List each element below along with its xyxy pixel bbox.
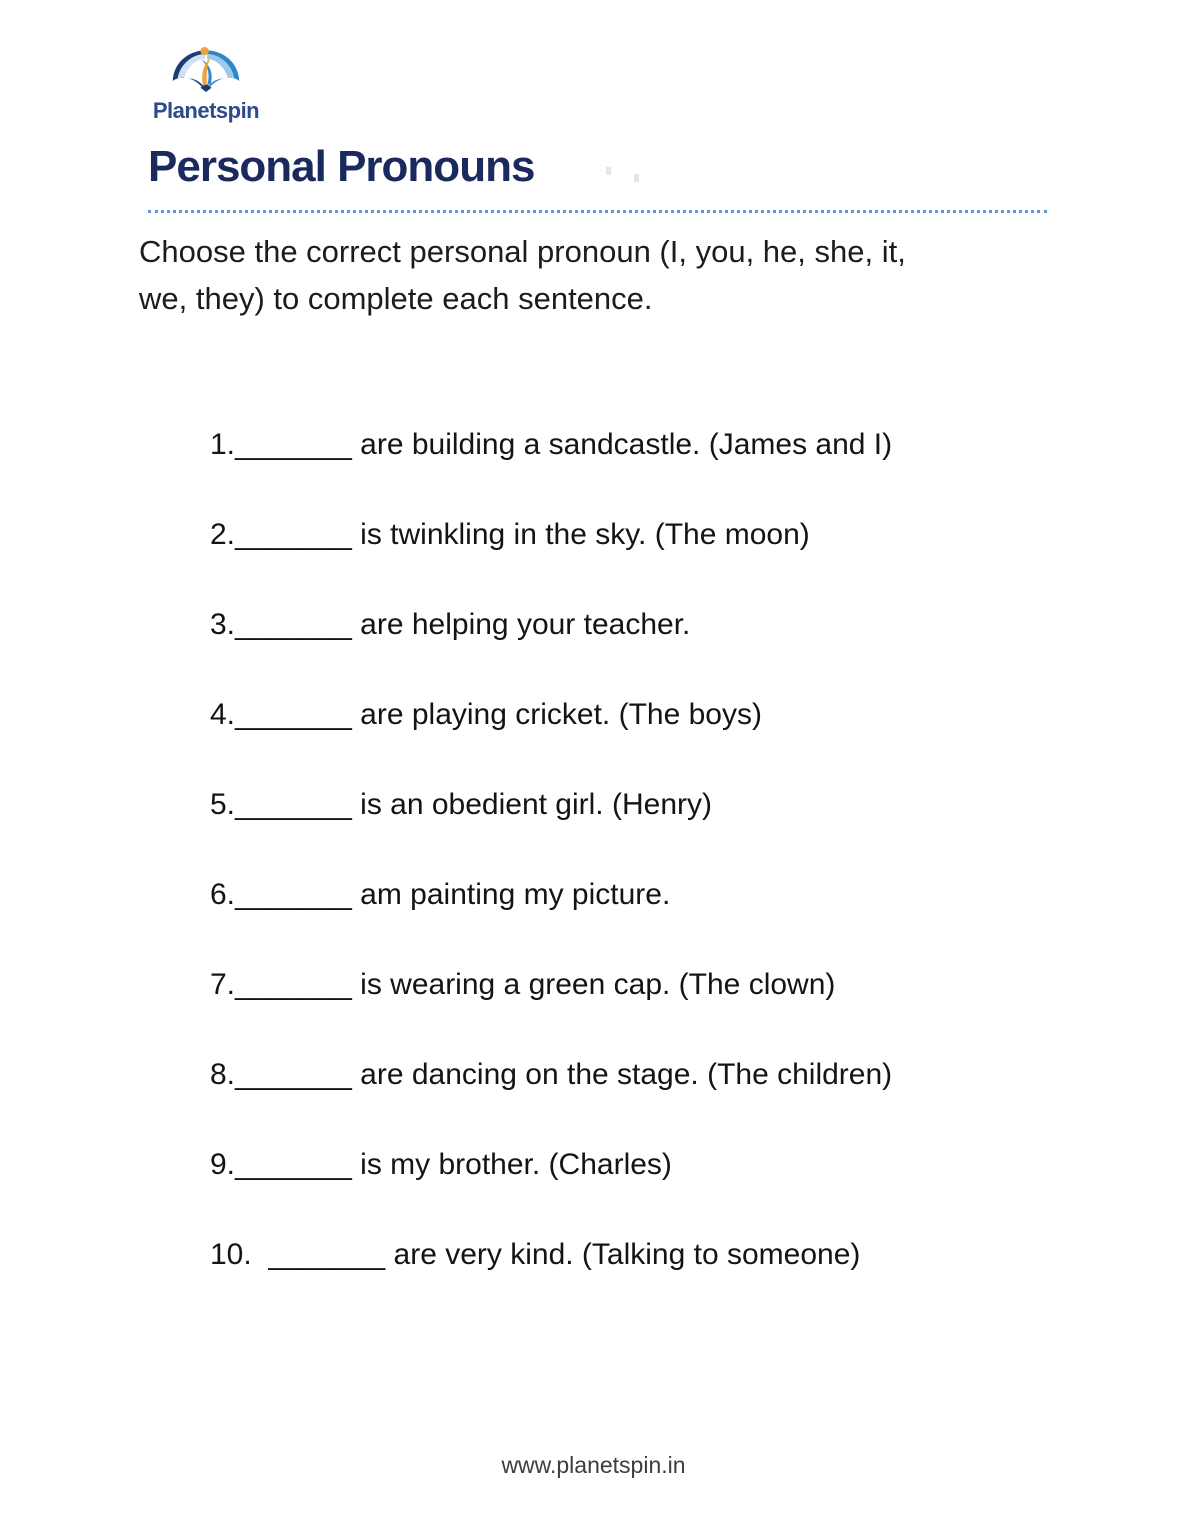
brand-name: Planetspin [152, 98, 260, 123]
list-item [210, 694, 892, 736]
item-sentence-with-blank: _______ are very kind. (Talking to someone) [251, 1238, 861, 1271]
instructions-line-2: we, they) to complete each sentence. [139, 281, 653, 316]
title-divider [148, 210, 1047, 213]
list-item [210, 424, 892, 466]
item-number: 7. [210, 968, 236, 1001]
item-number: 2. [210, 518, 236, 551]
item-number: 6. [210, 878, 236, 911]
list-item [210, 1234, 892, 1276]
item-sentence-with-blank: _______ are dancing on the stage. (The children) [235, 1058, 893, 1091]
item-number: 5. [210, 788, 236, 821]
list-item [210, 874, 892, 916]
item-sentence-with-blank: _______ am painting my picture. [235, 878, 671, 911]
item-sentence-with-blank: _______ are playing cricket. (The boys) [235, 698, 762, 731]
item-number: 4. [210, 698, 236, 731]
item-number: 1. [210, 428, 236, 461]
footer-url: www.planetspin.in [501, 1452, 686, 1478]
item-sentence-with-blank: _______ is an obedient girl. (Henry) [235, 788, 712, 821]
instructions [139, 228, 906, 322]
list-item [210, 784, 892, 826]
page-title: Personal Pronouns [148, 142, 535, 191]
item-number: 3. [210, 608, 236, 641]
list-item [210, 1144, 892, 1186]
item-sentence-with-blank: _______ is my brother. (Charles) [235, 1148, 672, 1181]
list-item [210, 1054, 892, 1096]
item-sentence-with-blank: _______ are helping your teacher. [235, 608, 691, 641]
list-item [210, 964, 892, 1006]
item-sentence-with-blank: _______ is twinkling in the sky. (The moon) [235, 518, 810, 551]
item-sentence-with-blank: _______ is wearing a green cap. (The clown) [235, 968, 836, 1001]
item-sentence-with-blank: _______ are building a sandcastle. (James and I) [235, 428, 893, 461]
open-book-icon [170, 44, 242, 97]
list-item [210, 604, 892, 646]
item-number: 9. [210, 1148, 236, 1181]
item-number: 8. [210, 1058, 236, 1091]
scan-smudge [606, 167, 611, 175]
item-number: 10. [210, 1238, 252, 1271]
worksheet-list [210, 424, 892, 1324]
planetspin-logo [150, 44, 262, 124]
list-item [210, 514, 892, 556]
instructions-line-1: Choose the correct personal pronoun (I, you, he, she, it, [139, 234, 906, 269]
